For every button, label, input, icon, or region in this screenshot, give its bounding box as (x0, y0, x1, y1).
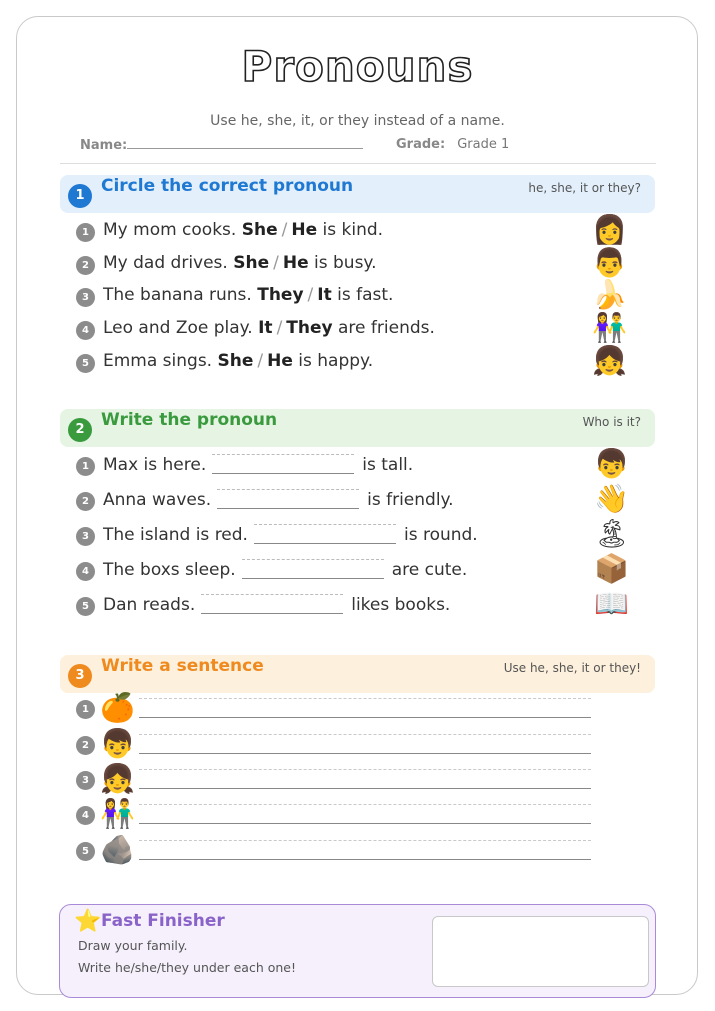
question-text (103, 220, 383, 240)
question-text (103, 489, 454, 510)
sentence-end: are friends. (332, 318, 435, 338)
section-number-badge: 1 (68, 184, 92, 208)
pronoun-option[interactable]: He (291, 220, 318, 240)
sentence-start: Leo and Zoe play. (103, 318, 259, 338)
section-title: Write the pronoun (101, 410, 278, 430)
fast-finisher-line-2: Write he/she/they under each one! (78, 960, 296, 975)
grade-group (396, 137, 509, 152)
question-text (103, 318, 435, 338)
sentence-writing-line[interactable] (139, 840, 591, 860)
answer-blank[interactable] (212, 454, 354, 474)
slash-separator: / (276, 318, 283, 338)
question-number: 4 (76, 562, 95, 581)
book-icon: 📖 (594, 587, 629, 620)
sentence-end: is tall. (362, 455, 414, 475)
sentence-writing-line[interactable] (139, 769, 591, 789)
question-text (103, 454, 413, 475)
section-number-badge: 3 (68, 664, 92, 688)
section-title: Write a sentence (101, 656, 264, 676)
name-grade-row (80, 137, 600, 153)
waving-hand-icon: 👋 (594, 482, 629, 515)
question-text (103, 559, 467, 580)
answer-blank[interactable] (242, 559, 384, 579)
pronoun-option[interactable]: He (282, 253, 309, 273)
orange-icon: 🍊 (100, 691, 135, 724)
sentence-start: My mom cooks. (103, 220, 242, 240)
answer-blank[interactable] (201, 594, 343, 614)
woman-icon: 👩 (592, 213, 627, 246)
section-2-header (60, 409, 655, 447)
pronoun-option[interactable]: She (241, 220, 278, 240)
boy-icon: 👦 (100, 727, 135, 760)
name-label: Name: (80, 138, 128, 153)
answer-blank[interactable] (254, 524, 396, 544)
sentence-writing-line[interactable] (139, 804, 591, 824)
question-text (103, 253, 376, 273)
sentence-start: Anna waves. (103, 490, 212, 510)
page-subtitle: Use he, she, it, or they instead of a name. (210, 113, 505, 129)
box-icon: 📦 (594, 552, 629, 585)
sentence-start: The island is red. (103, 525, 248, 545)
sentence-end: likes books. (351, 595, 451, 615)
question-number: 4 (76, 321, 95, 340)
sentence-end: is friendly. (367, 490, 454, 510)
question-number: 2 (76, 492, 95, 511)
page-title: Pronouns (241, 42, 474, 91)
pronoun-option[interactable]: She (217, 351, 254, 371)
section-title: Circle the correct pronoun (101, 176, 354, 196)
question-text (103, 524, 478, 545)
island-icon: 🏝 (594, 517, 630, 550)
slash-separator: / (281, 220, 288, 240)
sentence-start: Dan reads. (103, 595, 196, 615)
girl-icon: 👧 (592, 344, 627, 377)
fast-finisher-line-1: Draw your family. (78, 938, 188, 953)
sentence-start: The banana runs. (103, 285, 258, 305)
man-icon: 👨 (592, 246, 627, 279)
question-text (103, 594, 450, 615)
banana-icon: 🍌 (592, 278, 627, 311)
answer-blank[interactable] (217, 489, 359, 509)
slash-separator: / (307, 285, 314, 305)
section-1-header (60, 175, 655, 213)
pronoun-option[interactable]: They (257, 285, 304, 305)
sentence-end: are cute. (391, 560, 468, 580)
pronoun-option[interactable]: She (233, 253, 270, 273)
header-divider (60, 163, 656, 164)
sentence-end: is fast. (331, 285, 394, 305)
drawing-box[interactable] (432, 916, 649, 987)
question-number: 3 (76, 527, 95, 546)
sentence-start: Max is here. (103, 455, 207, 475)
question-number: 2 (76, 736, 95, 755)
couple-icon: 👫 (100, 797, 135, 830)
section-number-badge: 2 (68, 418, 92, 442)
sentence-start: The boxs sleep. (103, 560, 236, 580)
question-number: 1 (76, 700, 95, 719)
star-icon: ⭐ (74, 909, 102, 934)
question-number: 5 (76, 842, 95, 861)
question-number: 1 (76, 223, 95, 242)
section-hint: he, she, it or they? (528, 181, 641, 195)
question-number: 5 (76, 597, 95, 616)
pronoun-option[interactable]: It (258, 318, 273, 338)
section-hint: Who is it? (582, 415, 641, 429)
question-number: 5 (76, 354, 95, 373)
name-field[interactable] (127, 137, 363, 149)
fast-finisher-title: Fast Finisher (101, 911, 225, 931)
question-number: 1 (76, 457, 95, 476)
sentence-end: is busy. (308, 253, 377, 273)
sentence-writing-line[interactable] (139, 734, 591, 754)
boy-icon: 👦 (594, 447, 629, 480)
question-number: 3 (76, 288, 95, 307)
question-number: 4 (76, 806, 95, 825)
sentence-start: My dad drives. (103, 253, 234, 273)
question-number: 2 (76, 256, 95, 275)
grade-label: Grade: (396, 137, 446, 152)
rock-icon: 🪨 (100, 833, 135, 866)
slash-separator: / (273, 253, 279, 273)
sentence-end: is kind. (317, 220, 384, 240)
question-text (103, 285, 393, 305)
slash-separator: / (257, 351, 264, 371)
pronoun-option[interactable]: They (286, 318, 333, 338)
sentence-writing-line[interactable] (139, 698, 591, 718)
section-3-header (60, 655, 655, 693)
question-text (103, 351, 373, 371)
fast-finisher-box (59, 904, 656, 998)
sentence-end: is round. (403, 525, 478, 545)
question-number: 3 (76, 771, 95, 790)
pronoun-option[interactable]: He (267, 351, 293, 371)
pronoun-option[interactable]: It (317, 285, 332, 305)
girl-icon: 👧 (100, 762, 135, 795)
grade-value: Grade 1 (457, 137, 510, 152)
sentence-end: is happy. (292, 351, 374, 371)
couple-icon: 👫 (592, 311, 627, 344)
section-hint: Use he, she, it or they! (503, 661, 641, 675)
sentence-start: Emma sings. (103, 351, 218, 371)
